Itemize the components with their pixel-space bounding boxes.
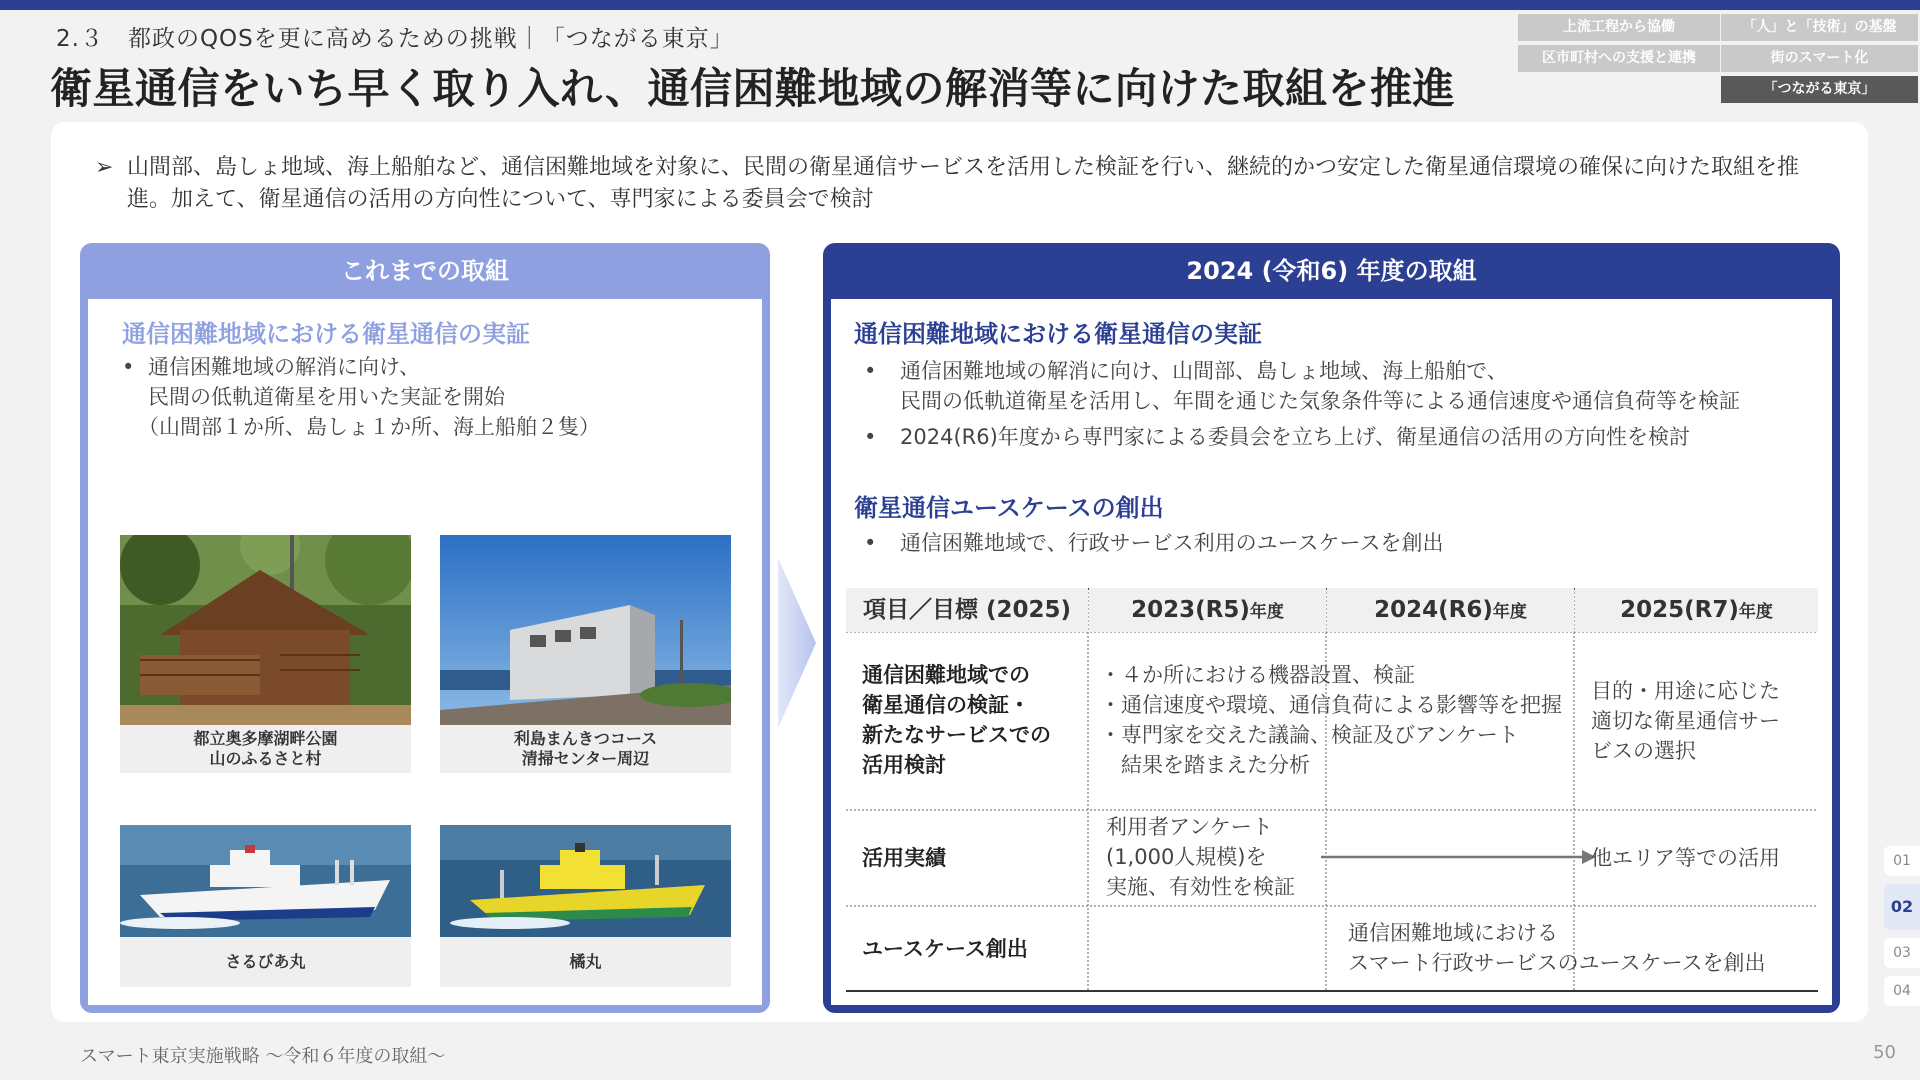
right-bullet: • 通信困難地域の解消に向け、山間部、島しょ地域、海上船舶で、 民間の低軌道衛星を活用し、年間を通じた気象条件等による通信速度や通信負荷等を検証: [864, 356, 1740, 416]
section-title: 2.３ 都政のQOSを更に高めるための挑戦｜「つながる東京」: [56, 26, 734, 52]
photo-caption: 利島まんきつコース 清掃センター周辺: [440, 725, 731, 773]
side-nav-04[interactable]: 04: [1884, 976, 1920, 1006]
footer-text: スマート東京実施戦略 〜令和６年度の取組〜: [80, 1046, 446, 1067]
side-nav-01[interactable]: 01: [1884, 846, 1920, 876]
table-header: 2024(R6)年度: [1327, 588, 1574, 632]
right-subtitle-verification: 通信困難地域における衛星通信の実証: [854, 320, 1262, 348]
lead-text: 山間部、島しょ地域、海上船舶など、通信困難地域を対象に、民間の衛星通信サービスを活用した検証を行い、継続的かつ安定した衛星通信環境の確保に向けた取組を推進。加えて、衛星通信の活用の方向性について、専門家による委員会で検討: [127, 155, 1800, 212]
row-label-usecase: ユースケース創出: [862, 937, 1028, 961]
bullet-dot-icon: •: [122, 355, 135, 379]
previous-initiatives-title: これまでの取組: [341, 257, 509, 285]
table-header: 項目／目標 (2025): [846, 588, 1088, 632]
row3-plan-cell: 通信困難地域における スマート行政サービスのユースケースを創出: [1348, 921, 1766, 975]
photo-card: [120, 825, 411, 987]
bullet-dot-icon: •: [864, 359, 877, 383]
photo-card: [440, 535, 731, 773]
roadmap-table: [846, 588, 1818, 992]
left-bullet-line: 通信困難地域の解消に向け、: [148, 355, 421, 379]
right-bullet: • 2024(R6)年度から専門家による委員会を立ち上げ、衛星通信の活用の方向性を検討: [864, 422, 1690, 452]
row2-fy2025-cell: 他エリア等での活用: [1591, 846, 1780, 870]
ship-photo-tachibana: [440, 825, 731, 937]
tag-tsunagaru-tokyo[interactable]: 「つながる東京」: [1721, 76, 1918, 103]
tag-municipal-support[interactable]: 区市町村への支援と連携: [1518, 45, 1720, 72]
tag-upstream[interactable]: 上流工程から協働: [1518, 14, 1720, 41]
row-label-verification: 通信困難地域での 衛星通信の検証・ 新たなサービスでの 活用検討: [862, 663, 1051, 777]
right-subtitle-usecase: 衛星通信ユースケースの創出: [854, 494, 1164, 522]
photo-card: [440, 825, 731, 987]
page-title: 衛星通信をいち早く取り入れ、通信困難地域の解消等に向けた取組を推進: [50, 64, 1456, 113]
left-subtitle: 通信困難地域における衛星通信の実証: [122, 320, 530, 348]
photo-caption: 都立奥多摩湖畔公園 山のふるさと村: [120, 725, 411, 773]
side-nav-02[interactable]: 02: [1884, 884, 1920, 930]
table-header: 2025(R7)年度: [1575, 588, 1818, 632]
ship-photo-sarubia: [120, 825, 411, 937]
right-bullet: • 通信困難地域で、行政サービス利用のユースケースを創出: [864, 528, 1443, 558]
tag-people-tech[interactable]: 「人」と「技術」の基盤: [1721, 14, 1918, 41]
fy2024-title: 2024 (令和6) 年度の取組: [1186, 257, 1477, 285]
cabin-photo: [120, 535, 411, 725]
row2-fy2023-cell: 利用者アンケート (1,000人規模)を 実施、有効性を検証: [1106, 815, 1295, 899]
row1-fy2025-cell: 目的・用途に応じた 適切な衛星通信サー ビスの選択: [1591, 679, 1780, 763]
left-bullet: [122, 352, 600, 442]
building-photo: [440, 535, 731, 725]
page-number: 50: [1873, 1042, 1896, 1063]
side-nav-03[interactable]: 03: [1884, 938, 1920, 968]
photo-caption: さるびあ丸: [120, 937, 411, 987]
table-header: 2023(R5)年度: [1089, 588, 1326, 632]
left-bullet-line: 民間の低軌道衛星を用いた実証を開始: [148, 385, 505, 409]
row1-plan-cell: ・４か所における機器設置、検証 ・通信速度や環境、通信負荷による影響等を把握 ・専門家を交えた議論、検証及びアンケート 結果を踏まえた分析: [1100, 663, 1562, 777]
chevron-right-icon: [778, 558, 818, 728]
top-accent-bar: [0, 0, 1920, 10]
left-bullet-line: （山間部１か所、島しょ１か所、海上船舶２隻）: [138, 415, 600, 439]
row-label-results: 活用実績: [862, 846, 946, 870]
photo-caption: 橘丸: [440, 937, 731, 987]
arrow-bullet-icon: ➢: [95, 155, 114, 180]
bullet-dot-icon: •: [864, 531, 877, 555]
tag-smart-city[interactable]: 街のスマート化: [1721, 45, 1918, 72]
bullet-dot-icon: •: [864, 425, 877, 449]
photo-card: [120, 535, 411, 773]
lead-paragraph: [95, 152, 1815, 216]
